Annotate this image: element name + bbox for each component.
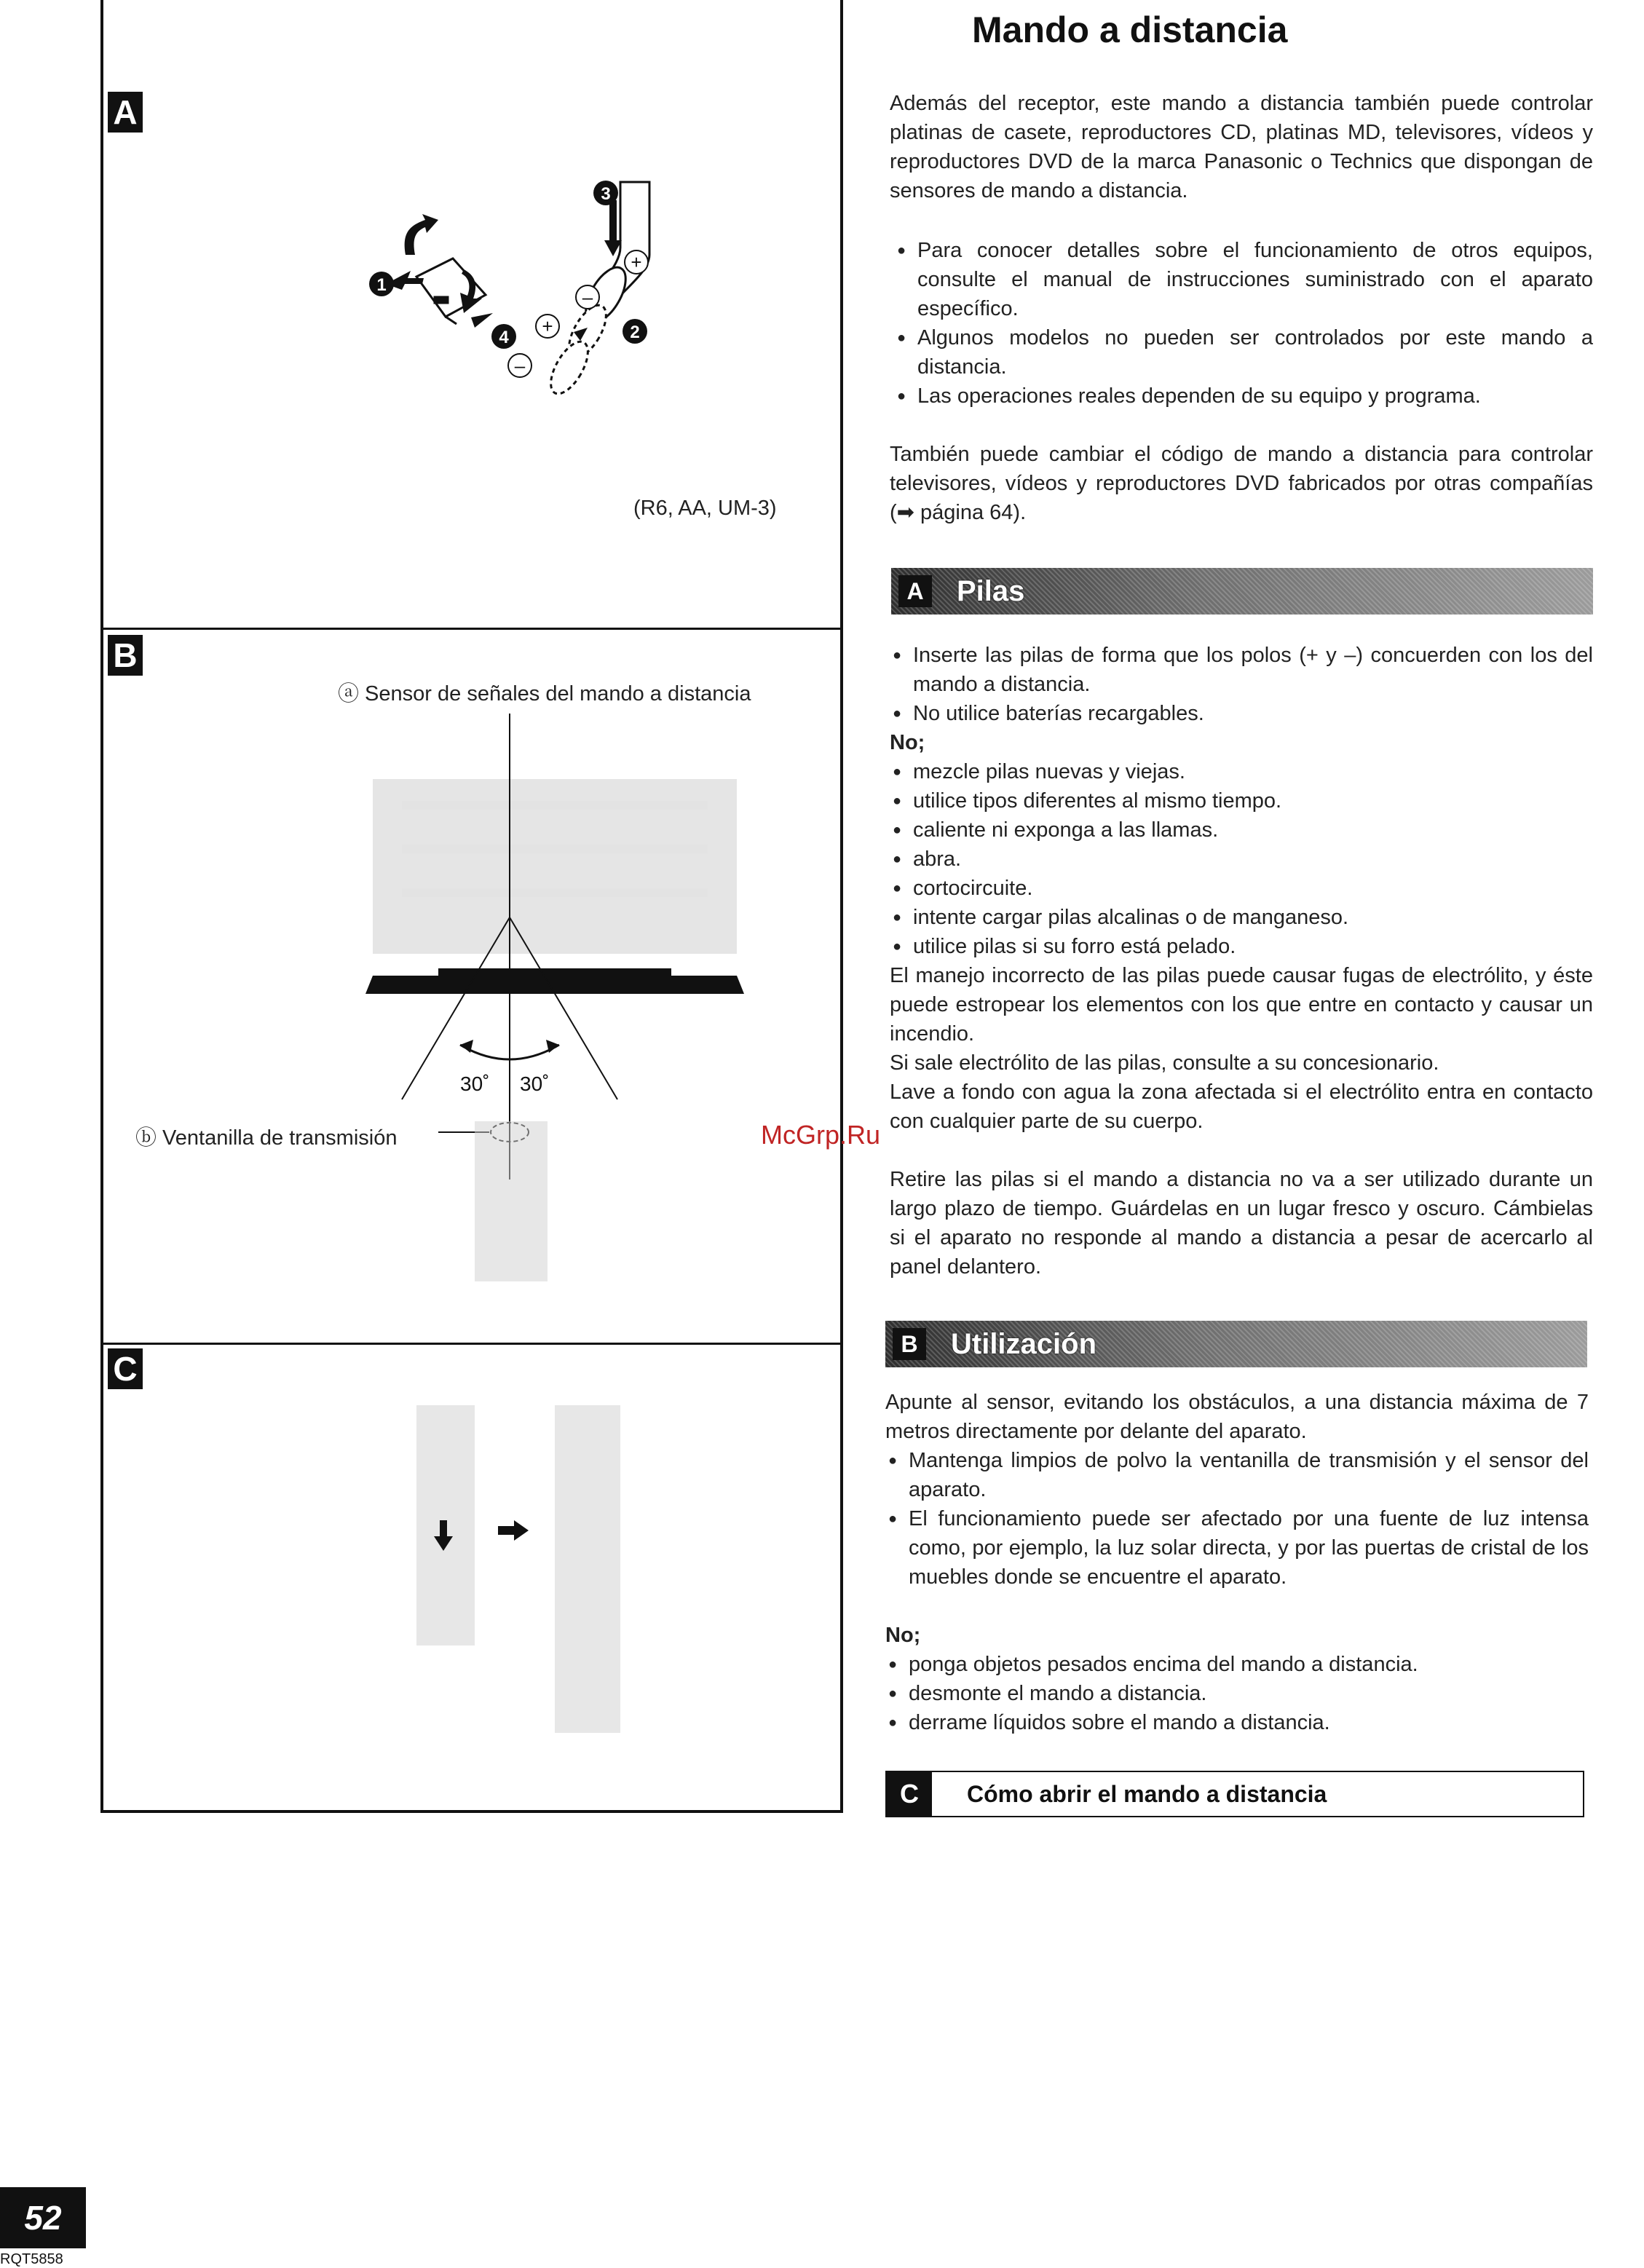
- usage-intro-text: Apunte al sensor, evitando los obstáculos, a una distancia máxima de 7 metros directamente por delante del aparato.: [885, 1391, 1589, 1443]
- battery-storage-text: Retire las pilas si el mando a distancia no va a ser utilizado durante un largo plazo de tiempo. Guárdelas en un lugar fresco y oscuro. Cámbielas si el aparato no responde al mando a distancia a pesar de acercarlo al panel delantero.: [890, 1168, 1593, 1279]
- watermark: McGrp.Ru: [761, 1120, 881, 1150]
- section-a-letter: A: [898, 575, 932, 607]
- battery-type-label: (R6, AA, UM-3): [633, 497, 777, 520]
- step-4-number: 4: [499, 328, 509, 347]
- plus-sign: +: [631, 251, 642, 273]
- sensor-label: ⓐ Sensor de señales del mando a distancia: [338, 682, 751, 706]
- panel-b-tag: B: [108, 635, 143, 676]
- list-item: ● abra.: [890, 845, 1593, 874]
- intro-bullet-list: [894, 236, 1593, 411]
- page-title: Mando a distancia: [972, 9, 1288, 50]
- section-a-header: [891, 568, 1593, 615]
- intro-text: Además del receptor, este mando a distancia también puede controlar platinas de casete, reproductores CD, platinas MD, televisores, vídeos y reproductores DVD de la marca Panasonic o Technics que dispongan de sensores de mando a distancia.: [890, 92, 1593, 202]
- section-c-letter: C: [887, 1772, 932, 1816]
- panel-divider: [103, 1343, 840, 1345]
- arrow-right-icon: [498, 1520, 529, 1541]
- remote-open-shade: [555, 1405, 620, 1733]
- list-item: ● Algunos modelos no pueden ser controlados por este mando a distancia.: [894, 323, 1593, 382]
- list-item: ● No utilice baterías recargables.: [890, 699, 1593, 728]
- section-b-letter: B: [893, 1328, 926, 1360]
- list-item: ● Mantenga limpios de polvo la ventanilla de transmisión y el sensor del aparato.: [885, 1446, 1589, 1504]
- panel-a-tag: A: [108, 92, 143, 133]
- code-note-text: También puede cambiar el código de mando a distancia para controlar televisores, vídeos y reproductores DVD fabricados por otras compañías (➡ página 64).: [890, 443, 1593, 524]
- battery-cover-icon: [416, 258, 486, 324]
- section-b-no-label: No;: [885, 1624, 921, 1647]
- list-item: ● derrame líquidos sobre el mando a distancia.: [885, 1708, 1589, 1737]
- section-a-no-label: No;: [890, 731, 925, 754]
- list-item: ● ponga objetos pesados encima del mando a distancia.: [885, 1650, 1589, 1679]
- list-item: ● desmonte el mando a distancia.: [885, 1679, 1589, 1708]
- plus-sign: +: [542, 315, 553, 337]
- battery-warning-text: Lave a fondo con agua la zona afectada si el electrólito entra en contacto con cualquier parte de su cuerpo.: [890, 1080, 1593, 1133]
- remote-control-shade: [475, 1121, 548, 1281]
- list-item: ● Las operaciones reales dependen de su equipo y programa.: [894, 382, 1593, 411]
- remote-opening-illustration: [409, 1391, 642, 1755]
- battery-insertion-illustration: [329, 167, 737, 430]
- operating-range-diagram: [351, 714, 759, 1296]
- section-b-header: [885, 1321, 1587, 1367]
- list-item: ● utilice pilas si su forro está pelado.: [890, 932, 1593, 961]
- figure-column: [100, 0, 843, 1813]
- list-item: ● utilice tipos diferentes al mismo tiempo.: [890, 786, 1593, 815]
- list-item: ● cortocircuite.: [890, 874, 1593, 903]
- section-b-body: [885, 1388, 1589, 1737]
- step-3-number: 3: [601, 184, 611, 204]
- section-c-header: [885, 1771, 1584, 1817]
- battery-warning-text: Si sale electrólito de las pilas, consulte a su concesionario.: [890, 1051, 1439, 1075]
- intro-paragraph: [890, 89, 1593, 205]
- panel-divider: [103, 628, 840, 630]
- section-a-title: Pilas: [957, 575, 1025, 607]
- list-item: ● mezcle pilas nuevas y viejas.: [890, 757, 1593, 786]
- list-item: ● El funcionamiento puede ser afectado por una fuente de luz intensa como, por ejemplo, la luz solar directa, y por las puertas de cristal de los muebles donde se encuentre el aparato.: [885, 1504, 1589, 1592]
- list-item: ● caliente ni exponga a las llamas.: [890, 815, 1593, 845]
- section-c-title: Cómo abrir el mando a distancia: [967, 1781, 1327, 1807]
- minus-sign: –: [514, 355, 526, 376]
- minus-sign: –: [582, 286, 593, 308]
- panel-c-tag: C: [108, 1348, 143, 1389]
- section-b-title: Utilización: [951, 1328, 1097, 1360]
- list-item: ● Inserte las pilas de forma que los polos (+ y –) concuerden con los del mando a distancia.: [890, 641, 1593, 699]
- section-a-body: [890, 641, 1593, 1281]
- list-item: ● Para conocer detalles sobre el funcionamiento de otros equipos, consulte el manual de instrucciones suministrado con el aparato específico.: [894, 236, 1593, 323]
- angle-right-label: 30˚: [520, 1072, 550, 1095]
- code-note-paragraph: [890, 440, 1593, 527]
- list-item: ● intente cargar pilas alcalinas o de manganeso.: [890, 903, 1593, 932]
- window-label: ⓑ Ventanilla de transmisión: [135, 1126, 398, 1150]
- step-1-number: 1: [376, 275, 387, 295]
- battery-warning-text: El manejo incorrecto de las pilas puede causar fugas de electrólito, y éste puede estropear los elementos con los que entre en contacto y causar un incendio.: [890, 964, 1593, 1046]
- step-2-number: 2: [630, 323, 640, 342]
- page-number: 52: [0, 2187, 86, 2248]
- model-code: RQT5858: [0, 2251, 63, 2267]
- angle-left-label: 30˚: [460, 1072, 490, 1095]
